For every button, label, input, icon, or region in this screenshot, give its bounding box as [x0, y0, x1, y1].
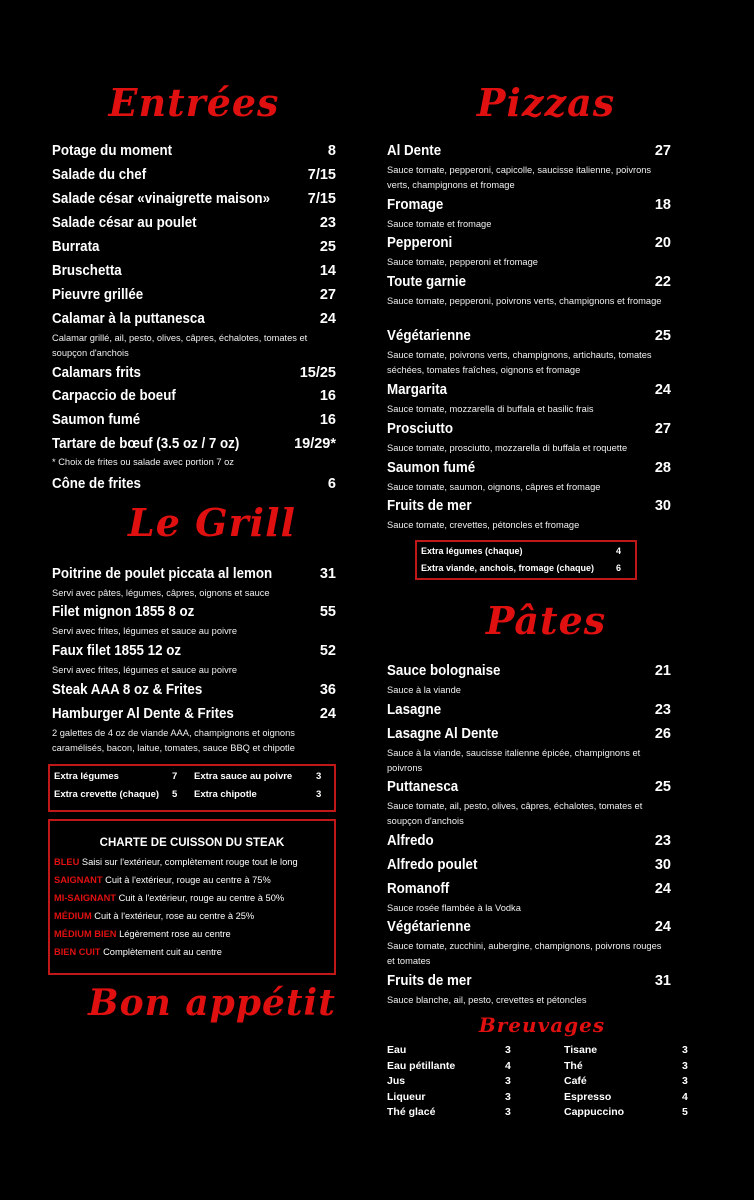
pizza-extra-price: 4 [616, 546, 622, 556]
grill-extra-name: Extra chipotle [194, 789, 257, 800]
item-description: Servi avec pâtes, légumes, câpres, oignons et sauce [52, 588, 270, 598]
menu-item [52, 238, 336, 256]
item-price: 25 [654, 328, 671, 344]
menu-item [387, 880, 671, 916]
item-description: Sauce tomate et fromage [387, 219, 492, 229]
item-price: 8 [327, 143, 336, 159]
item-name: Saumon fumé [52, 412, 141, 428]
item-description: Servi avec frites, légumes et sauce au poivre [52, 626, 237, 636]
menu-item [387, 459, 671, 495]
drink-price: 3 [505, 1044, 511, 1056]
menu-item [52, 705, 336, 756]
item-name: Steak AAA 8 oz & Frites [52, 682, 203, 698]
item-name: Al Dente [387, 143, 442, 159]
drink-name: Espresso [564, 1090, 612, 1103]
item-price: 18 [654, 197, 671, 213]
item-price: 26 [654, 726, 671, 742]
item-description: Sauce tomate, zucchini, aubergine, champignons, poivrons rouges et tomates [387, 941, 662, 966]
item-name: Salade césar «vinaigrette maison» [52, 191, 271, 207]
item-price: 14 [319, 263, 336, 279]
menu-item [387, 918, 671, 969]
item-name: Salade du chef [52, 167, 147, 183]
steak-level-text: Saisi sur l'extérieur, complètement rouge tout le long [79, 857, 298, 867]
steak-level-text: Cuit à l'extérieur, rouge au centre à 50% [115, 893, 285, 903]
item-description: Sauce tomate, ail, pesto, olives, câpres, échalotes, tomates et soupçon d'anchois [387, 801, 643, 826]
item-price: 24 [654, 881, 671, 897]
item-name: Calamar à la puttanesca [52, 311, 205, 327]
item-price: 55 [319, 604, 336, 620]
item-description: Sauce à la viande [387, 685, 461, 695]
grill-extra-name: Extra sauce au poivre [194, 771, 293, 782]
item-description: Sauce tomate, crevettes, pétoncles et fromage [387, 520, 580, 530]
drink-name: Thé [564, 1059, 583, 1072]
grill-extra-price: 7 [172, 771, 178, 782]
drink-name: Jus [387, 1075, 406, 1087]
menu-item [387, 142, 671, 193]
steak-level-text: Cuit à l'extérieur, rose au centre à 25% [91, 911, 255, 921]
item-name: Toute garnie [387, 274, 467, 290]
item-price: 31 [319, 566, 336, 582]
steak-chart-title: CHARTE DE CUISSON DU STEAK [99, 837, 285, 849]
steak-level-name: BIEN CUIT [54, 947, 101, 957]
item-name: Puttanesca [387, 779, 459, 795]
steak-level-name: MI-SAIGNANT [54, 893, 116, 903]
item-price: 27 [654, 421, 671, 437]
menu-item [387, 327, 671, 378]
grill-extra-price: 3 [316, 789, 322, 800]
item-price: 23 [319, 215, 336, 231]
menu-item [52, 565, 336, 601]
menu-item [52, 387, 336, 405]
closing-text: Bon appétit [88, 982, 336, 1024]
item-description: Sauce tomate, pepperoni et fromage [387, 257, 538, 267]
steak-level [54, 875, 271, 885]
menu-item [387, 701, 671, 719]
pizza-extra-name: Extra légumes (chaque) [421, 546, 523, 556]
steak-level-name: MÉDIUM [54, 911, 92, 921]
menu-item [387, 381, 671, 417]
menu-item [387, 497, 671, 533]
grill-title: Le Grill [128, 500, 296, 545]
menu-item [387, 420, 671, 456]
drink-price: 4 [505, 1059, 511, 1072]
item-description: 2 galettes de 4 oz de viande AAA, champignons et oignons caramélisés, bacon, laitue, tomates, sauce BBQ et chipotle [52, 728, 295, 753]
item-price: 25 [654, 779, 671, 795]
menu-item [52, 475, 336, 493]
menu-item [387, 972, 671, 1008]
item-name: Potage du moment [52, 143, 173, 159]
drink-price: 3 [505, 1075, 511, 1087]
drink-price: 3 [505, 1090, 511, 1103]
drink-name: Liqueur [387, 1090, 426, 1103]
steak-level-name: SAIGNANT [54, 875, 103, 885]
grill-extra-price: 3 [316, 771, 322, 782]
steak-level-name: BLEU [54, 857, 80, 867]
item-name: Bruschetta [52, 263, 122, 279]
drink-name: Café [564, 1075, 587, 1087]
menu-item [52, 411, 336, 429]
pizzas-title: Pizzas [476, 80, 616, 125]
item-price: 23 [654, 833, 671, 849]
item-price: 31 [654, 973, 671, 989]
item-price: 24 [654, 382, 671, 398]
item-name: Fromage [387, 197, 444, 213]
item-price: 24 [319, 706, 336, 722]
item-name: Lasagne [387, 702, 442, 718]
menu-item [52, 214, 336, 232]
drink-name: Thé glacé [387, 1106, 436, 1118]
steak-level [54, 929, 231, 939]
item-name: Cône de frites [52, 476, 141, 492]
item-price: 22 [654, 274, 671, 290]
item-price: 20 [654, 235, 671, 251]
drink-name: Cappuccino [564, 1106, 625, 1118]
menu-item [52, 166, 336, 184]
drink-name: Tisane [564, 1044, 598, 1056]
item-price: 21 [654, 663, 671, 679]
grill-extra-price: 5 [172, 789, 178, 800]
breuvages-title: Breuvages [478, 1013, 606, 1037]
item-price: 27 [654, 143, 671, 159]
item-description: Sauce tomate, prosciutto, mozzarella di buffala et roquette [387, 443, 628, 453]
item-description: Sauce tomate, pepperoni, poivrons verts, champignons et fromage [387, 296, 662, 306]
drink-price: 5 [682, 1106, 688, 1118]
item-price: 52 [319, 643, 336, 659]
pizza-extras-box [415, 540, 637, 580]
drink-price: 4 [682, 1090, 688, 1103]
menu-item [52, 642, 336, 678]
steak-level [54, 893, 284, 903]
menu-item [52, 681, 336, 699]
item-name: Hamburger Al Dente & Frites [52, 706, 234, 722]
item-price: 25 [319, 239, 336, 255]
menu-item [387, 234, 671, 270]
item-price: 30 [654, 498, 671, 514]
item-name: Romanoff [387, 881, 450, 897]
item-description: Sauce rosée flambée à la Vodka [387, 903, 521, 913]
item-description: * Choix de frites ou salade avec portion 7 oz [52, 457, 234, 467]
steak-level-text: Légèrement rose au centre [116, 929, 231, 939]
item-description: Servi avec frites, légumes et sauce au poivre [52, 665, 237, 675]
menu-item [52, 262, 336, 280]
drink-price: 3 [682, 1044, 688, 1056]
item-price: 16 [319, 388, 336, 404]
item-name: Alfredo [387, 833, 434, 849]
steak-level [54, 911, 254, 921]
entrees-title: Entrées [108, 80, 280, 125]
item-price: 15/25 [299, 365, 336, 381]
item-name: Margarita [387, 382, 448, 398]
drink-name: Eau [387, 1044, 407, 1056]
menu-item [387, 662, 671, 698]
steak-level-text: Complètement cuit au centre [100, 947, 222, 957]
item-name: Filet mignon 1855 8 oz [52, 604, 195, 620]
steak-level-text: Cuit à l'extérieur, rouge au centre à 75% [102, 875, 271, 885]
item-name: Fruits de mer [387, 498, 472, 514]
item-name: Sauce bolognaise [387, 663, 501, 679]
menu-item [387, 273, 671, 309]
item-name: Végétarienne [387, 919, 471, 935]
menu-item [387, 856, 671, 874]
grill-extra-name: Extra légumes [54, 771, 119, 782]
item-price: 36 [319, 682, 336, 698]
menu-item [387, 725, 671, 776]
menu-item [387, 778, 671, 829]
item-name: Lasagne Al Dente [387, 726, 499, 742]
item-price: 19/29* [294, 436, 336, 452]
drink-price: 3 [682, 1075, 688, 1087]
drink-price: 3 [682, 1059, 688, 1072]
menu-item [52, 310, 336, 361]
item-price: 24 [654, 919, 671, 935]
item-name: Prosciutto [387, 421, 453, 437]
item-name: Végétarienne [387, 328, 471, 344]
item-name: Tartare de bœuf (3.5 oz / 7 oz) [52, 436, 240, 452]
item-price: 24 [319, 311, 336, 327]
item-description: Sauce tomate, poivrons verts, champignons, artichauts, tomates séchées, tomates fraîches, oignons et fromage [387, 350, 652, 375]
item-name: Pepperoni [387, 235, 453, 251]
menu-item [52, 142, 336, 160]
item-description: Sauce tomate, saumon, oignons, câpres et fromage [387, 482, 601, 492]
item-price: 16 [319, 412, 336, 428]
menu-item [52, 435, 336, 467]
pizza-extra-name: Extra viande, anchois, fromage (chaque) [421, 563, 595, 573]
item-description: Sauce tomate, pepperoni, capicolle, saucisse italienne, poivrons verts, champignons et fromage [387, 165, 652, 190]
pizza-extra-price: 6 [616, 563, 622, 573]
item-name: Poitrine de poulet piccata al lemon [52, 566, 273, 582]
item-name: Pieuvre grillée [52, 287, 144, 303]
steak-chart-box [48, 819, 336, 975]
item-name: Alfredo poulet [387, 857, 478, 873]
item-description: Sauce à la viande, saucisse italienne épicée, champignons et poivrons [387, 748, 641, 773]
item-description: Sauce blanche, ail, pesto, crevettes et pétoncles [387, 995, 587, 1005]
steak-level [54, 947, 222, 957]
item-price: 7/15 [307, 191, 336, 207]
item-description: Calamar grillé, ail, pesto, olives, câpres, échalotes, tomates et soupçon d'anchois [52, 333, 308, 358]
item-name: Salade césar au poulet [52, 215, 197, 231]
menu-item [52, 286, 336, 304]
menu-item [387, 196, 671, 232]
item-price: 23 [654, 702, 671, 718]
item-name: Carpaccio de boeuf [52, 388, 176, 404]
menu-item [52, 364, 336, 382]
item-price: 7/15 [307, 167, 336, 183]
item-price: 28 [654, 460, 671, 476]
item-description: Sauce tomate, mozzarella di buffala et basilic frais [387, 404, 594, 414]
item-name: Faux filet 1855 12 oz [52, 643, 182, 659]
menu-item [52, 603, 336, 639]
grill-extra-name: Extra crevette (chaque) [54, 789, 160, 800]
steak-level-name: MÉDIUM BIEN [54, 929, 117, 939]
item-name: Burrata [52, 239, 100, 255]
item-name: Calamars frits [52, 365, 141, 381]
item-price: 30 [654, 857, 671, 873]
menu-item [387, 832, 671, 850]
steak-level [54, 857, 298, 867]
item-name: Fruits de mer [387, 973, 472, 989]
drink-price: 3 [505, 1106, 511, 1118]
menu-item [52, 190, 336, 208]
item-price: 27 [319, 287, 336, 303]
item-name: Saumon fumé [387, 460, 476, 476]
drink-name: Eau pétillante [387, 1059, 456, 1072]
pates-title: Pâtes [485, 598, 607, 643]
grill-extras-box [48, 764, 336, 812]
item-price: 6 [327, 476, 336, 492]
